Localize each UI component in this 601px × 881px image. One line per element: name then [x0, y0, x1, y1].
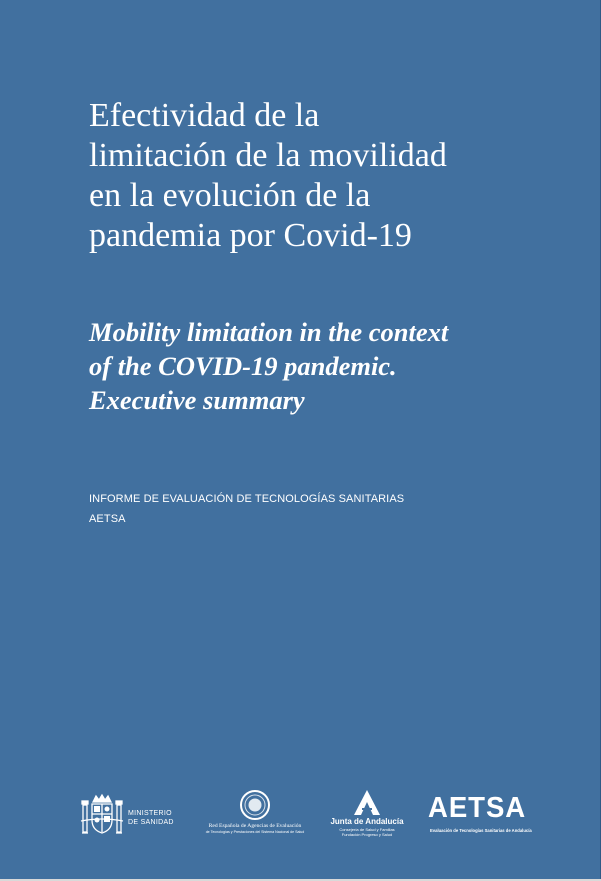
ministerio-text [128, 809, 174, 827]
redets-subtitle: de Tecnologías y Prestaciones del Sistema Nacional de Salud [205, 830, 305, 834]
spanish-title-line: Efectividad de la [89, 97, 320, 134]
english-title [89, 315, 569, 417]
report-series: INFORME DE EVALUACIÓN DE TECNOLOGÍAS SANITARIAS [89, 493, 405, 505]
ministerio-line: DE SANIDAD [128, 819, 174, 826]
spanish-title-line: en la evolución de la [89, 177, 371, 214]
redets-logo [190, 789, 320, 845]
redets-circle-icon [232, 789, 278, 823]
aetsa-logo [428, 792, 532, 842]
ministerio-line: MINISTERIO [128, 810, 172, 817]
report-agency: AETSA [89, 513, 126, 525]
english-title-line: of the COVID-19 pandemic. [89, 351, 397, 381]
aetsa-subtitle: Evaluación de Tecnologías Sanitarias de Andalucía [430, 828, 532, 833]
spanish-title-line: pandemia por Covid-19 [89, 217, 412, 254]
english-title-line: Mobility limitation in the context [89, 317, 449, 347]
spanish-title [89, 96, 559, 256]
junta-andalucia-logo [322, 789, 412, 845]
spanish-title-line: limitación de la movilidad [89, 137, 447, 174]
aetsa-wordmark: AETSA [428, 792, 527, 824]
redets-name: Red Española de Agencias de Evaluación [208, 823, 302, 829]
junta-subtitle-line: Fundación Progreso y Salud [341, 832, 393, 837]
coat-of-arms-icon [80, 793, 124, 841]
junta-subtitle-line: Consejería de Salud y Familias [339, 827, 395, 832]
junta-name: Junta de Andalucía [330, 817, 404, 826]
ministerio-sanidad-logo [80, 793, 190, 843]
junta-subtitle [322, 827, 412, 837]
english-title-line: Executive summary [89, 385, 305, 415]
junta-a-icon [353, 789, 381, 816]
report-info [89, 489, 404, 529]
